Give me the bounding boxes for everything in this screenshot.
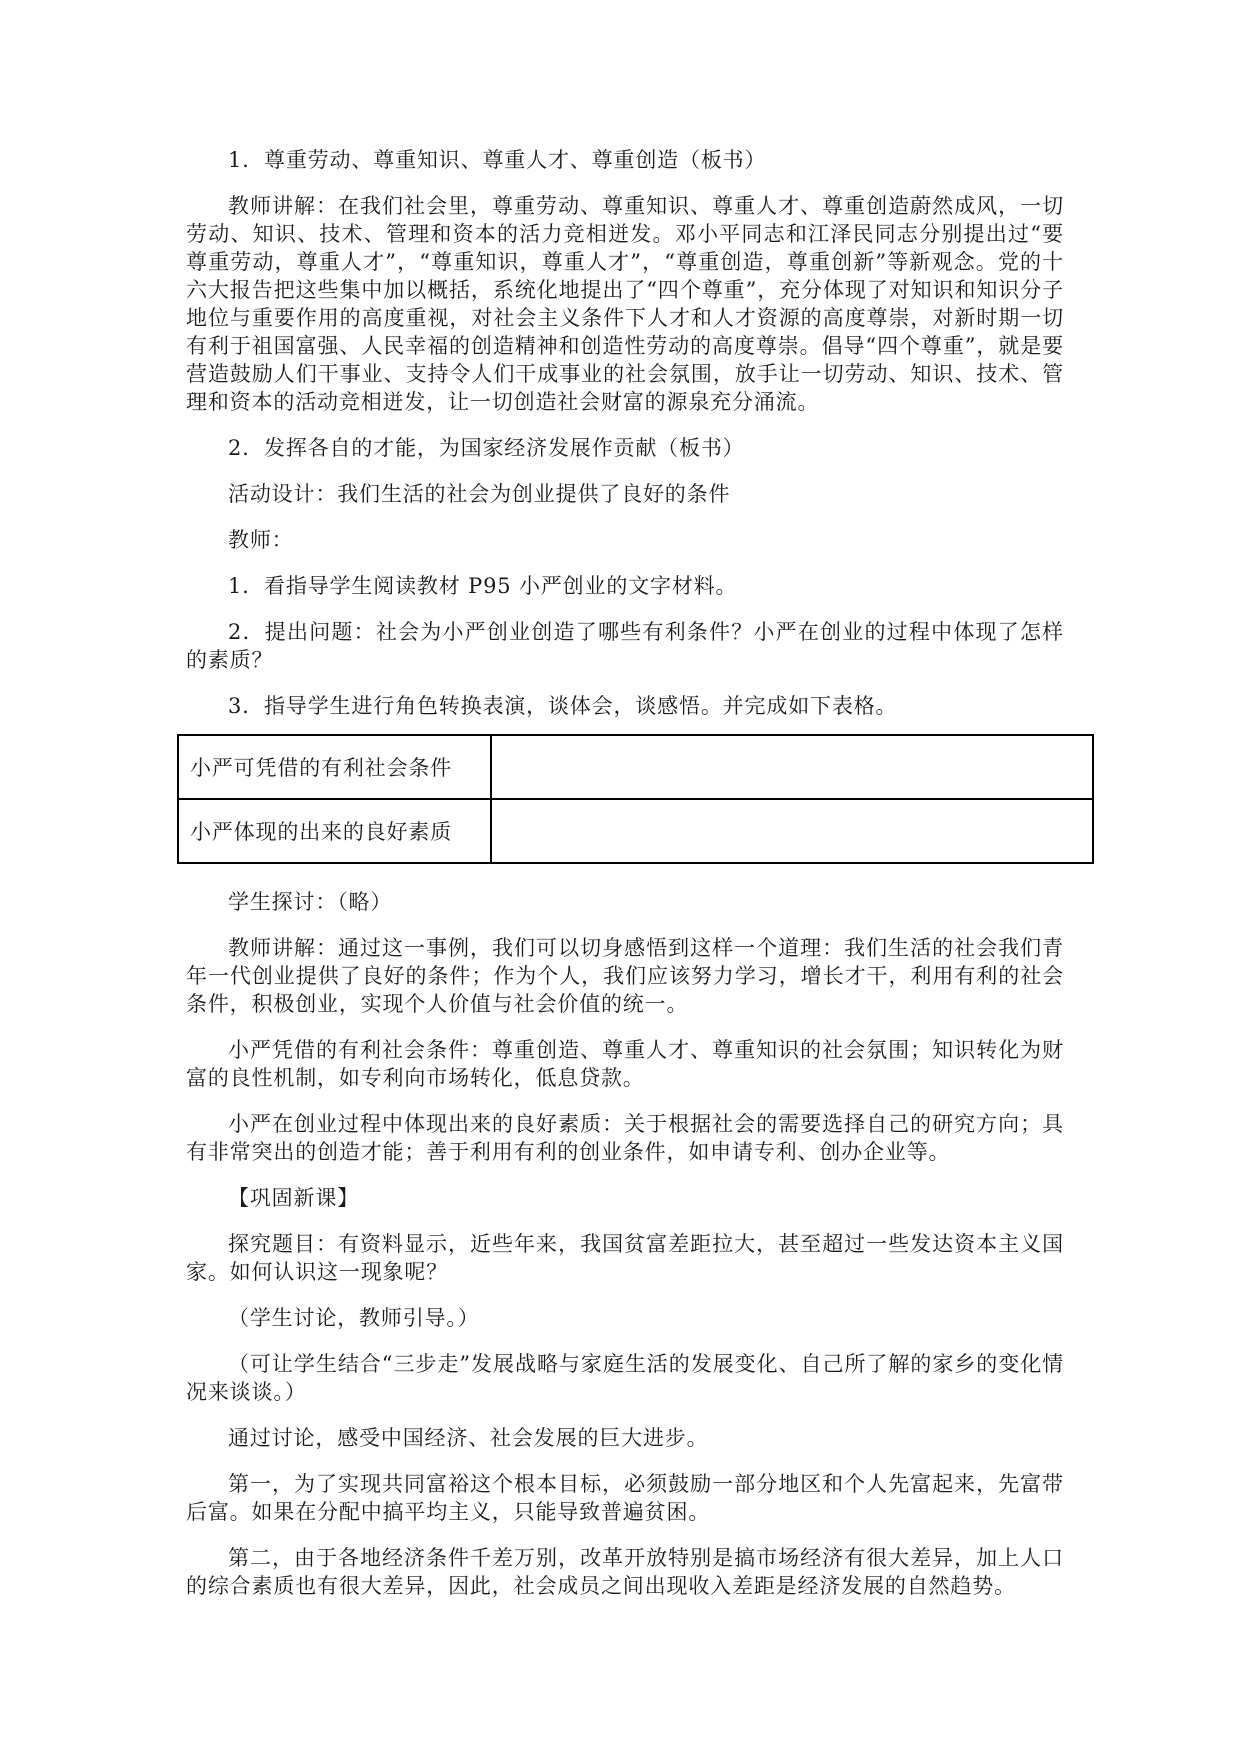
table-row-label: 小严体现的出来的良好素质 [178,799,491,863]
student-discussion-line: 学生探讨：（略） [228,890,393,914]
point-second-paragraph: 第二，由于各地经济条件千差万别，改革开放特别是搞市场经济有很大差异，加上人口的综合素质也有很大差异，因此，社会成员之间出现收入差距是经济发展的自然趋势。 [186,1546,1064,1598]
discussion-note-line: （学生讨论，教师引导。） [228,1306,480,1330]
table-row [178,735,1093,799]
step-item-3: 3．指导学生进行角色转换表演，谈体会，谈感悟。并完成如下表格。 [228,694,898,718]
table-row-label: 小严可凭借的有利社会条件 [178,735,491,799]
board-heading-1: 1．尊重劳动、尊重知识、尊重人才、尊重创造（板书） [228,148,767,172]
teacher-label-line: 教师： [228,528,294,552]
three-step-note-paragraph: （可让学生结合“三步走”发展战略与家庭生活的发展变化、自己所了解的家乡的变化情况来谈谈。） [186,1352,1064,1404]
teacher-explanation-paragraph-2: 教师讲解：通过这一事例，我们可以切身感悟到这样一个道理：我们生活的社会我们青年一代创业提供了良好的条件；作为个人，我们应该努力学习，增长才干，利用有利的社会条件，积极创业，实现个人价值与社会价值的统一。 [186,936,1064,1016]
activity-design-line: 活动设计：我们生活的社会为创业提供了良好的条件 [228,482,731,506]
step-item-2: 2．提出问题：社会为小严创业创造了哪些有利条件？小严在创业的过程中体现了怎样的素质？ [186,620,1064,672]
table-row [178,799,1093,863]
good-qualities-paragraph: 小严在创业过程中体现出来的良好素质：关于根据社会的需要选择自己的研究方向；具有非常突出的创造才能；善于利用有利的创业条件，如申请专利、创办企业等。 [186,1112,1064,1164]
point-first-paragraph: 第一，为了实现共同富裕这个根本目标，必须鼓励一部分地区和个人先富起来，先富带后富。如果在分配中搞平均主义，只能导致普遍贫困。 [186,1472,1064,1524]
inquiry-topic-paragraph: 探究题目：有资料显示，近些年来，我国贫富差距拉大，甚至超过一些发达资本主义国家。如何认识这一现象呢？ [186,1232,1064,1284]
discussion-conclusion-line: 通过讨论，感受中国经济、社会发展的巨大进步。 [228,1426,709,1450]
table-row-value-empty [491,735,1093,799]
favorable-conditions-paragraph: 小严凭借的有利社会条件：尊重创造、尊重人才、尊重知识的社会氛围；知识转化为财富的良性机制，如专利向市场转化，低息贷款。 [186,1038,1064,1090]
step-item-1: 1．看指导学生阅读教材 P95 小严创业的文字材料。 [228,574,738,598]
consolidate-lesson-heading: 【巩固新课】 [228,1186,360,1210]
activity-summary-table [177,734,1094,864]
teacher-explanation-paragraph: 教师讲解：在我们社会里，尊重劳动、尊重知识、尊重人才、尊重创造蔚然成风，一切劳动、知识、技术、管理和资本的活力竞相迸发。邓小平同志和江泽民同志分别提出过“要尊重劳动，尊重人才”，“尊重知识，尊重人才”，“尊重创造，尊重创新”等新观念。党的十六大报告把这些集中加以概括，系统化地提出了“四个尊重”，充分体现了对知识和知识分子地位与重要作用的高度重视，对社会主义条件下人才和人才资源的高度尊崇，对新时期一切有利于祖国富强、人民幸福的创造精神和创造性劳动的高度尊崇。倡导“四个尊重”，就是要营造鼓励人们干事业、支持令人们干成事业的社会氛围，放手让一切劳动、知识、技术、管理和资本的活动竞相迸发，让一切创造社会财富的源泉充分涌流。 [186,194,1064,414]
board-heading-2: 2．发挥各自的才能，为国家经济发展作贡献（板书） [228,436,745,460]
table-row-value-empty [491,799,1093,863]
